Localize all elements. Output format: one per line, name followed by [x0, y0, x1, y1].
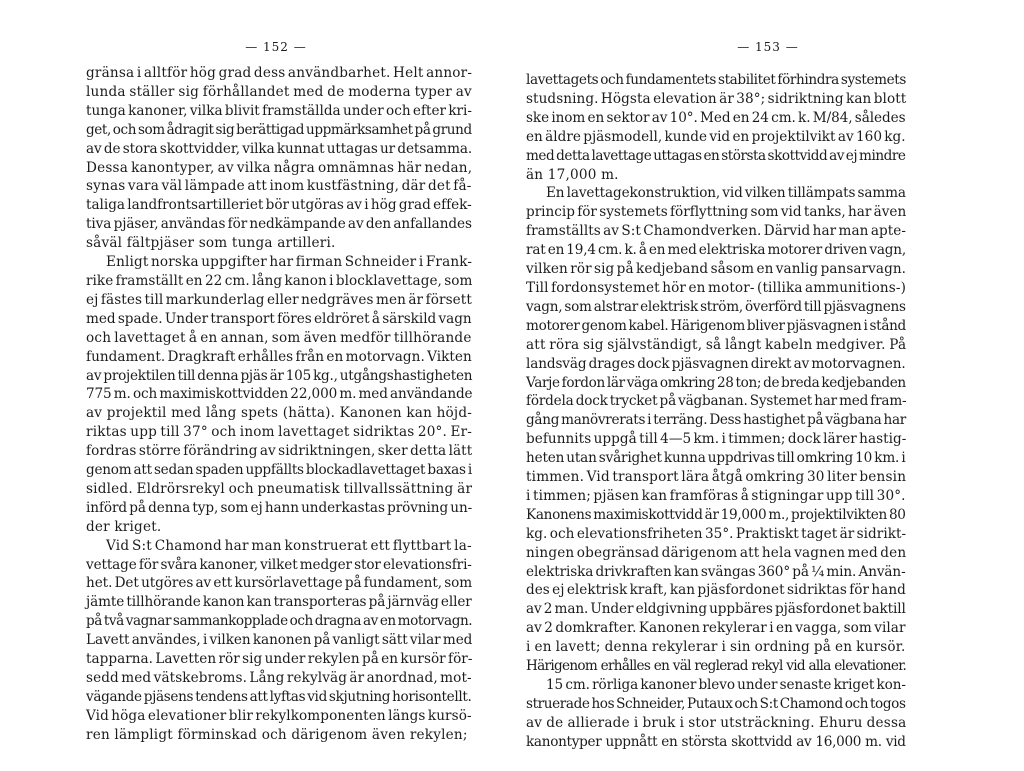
- text-line: vägande pjäsens tendens att lyftas vid skjutning horisontellt.: [86, 688, 472, 705]
- text-line: ske inom en sektor av 10°. Med en 24 cm. k. M/84, således: [526, 109, 906, 126]
- text-line: tiva pjäser, användas för nedkämpande av den anfallandes: [86, 216, 472, 233]
- text-line: en äldre pjäsmodell, kunde vid en projektilvikt av 160 kg.: [526, 128, 906, 145]
- text-line: rat en 19,4 cm. k. å en med elektriska motorer driven vagn,: [526, 242, 907, 259]
- text-line: såväl fältpjäser som tunga artilleri.: [86, 235, 336, 252]
- text-line: lunda ställer sig förhållandet med de moderna typer av: [86, 83, 472, 100]
- text-line: jämte tillhörande kanon kan transporteras på järnväg eller: [86, 594, 472, 611]
- text-line: heten utan svårighet kunna uppdrivas till omkring 10 km. i: [526, 450, 906, 467]
- text-line: kg. och elevationsfriheten 35°. Praktiskt taget är sidrikt-: [526, 525, 907, 542]
- text-line: Härigenom erhålles en väl reglerad rekyl vid alla elevationer.: [526, 658, 907, 675]
- text-line: vettage för svåra kanoner, vilket medger stor elevationsfri-: [86, 556, 472, 573]
- text-line: fordras större förändring av sidriktningen, sker detta lätt: [86, 443, 473, 460]
- text-line: Enligt norska uppgifter har firman Schneider i Frank-: [106, 254, 473, 271]
- text-line: landsväg drages dock pjäsvagnen direkt av motorvagnen.: [526, 355, 906, 372]
- text-line: En lavettagekonstruktion, vid vilken tillämpats samma: [546, 185, 906, 202]
- text-line: av de stora skottvidder, vilka kunnat uttagas ur detsamma.: [86, 140, 473, 157]
- text-line: het. Det utgöres av ett kursörlavettage på fundament, som: [86, 575, 473, 592]
- text-line: sidled. Eldrörsrekyl och pneumatisk tillvallssättning är: [86, 480, 473, 497]
- page-number-right: — 153 —: [737, 40, 799, 54]
- text-line: ej fästes till markunderlag eller nedgräves men är försett: [86, 291, 472, 308]
- text-line: införd på denna typ, som ej hann underkastas prövning un-: [86, 499, 473, 516]
- text-line: kanontyper uppnått en största skottvidd av 16,000 m. vid: [526, 733, 906, 750]
- text-line: att röra sig självständigt, så långt kabeln medgiver. På: [526, 336, 907, 353]
- text-line: 775 m. och maximiskottvidden 22,000 m. med användande: [86, 386, 473, 403]
- text-line: av de allierade i bruk i stor utsträckning. Ehuru dessa: [526, 714, 907, 731]
- text-line: 15 cm. rörliga kanoner blevo under senaste kriget kon-: [546, 677, 906, 693]
- text-line: Lavett användes, i vilken kanonen på vanligt sätt vilar med: [86, 632, 473, 649]
- text-line: taliga landfrontsartilleriet bör utgöras av i hög grad effek-: [86, 197, 472, 214]
- text-line: av projektilen till denna pjäs är 105 kg., utgångshastigheten: [86, 367, 473, 384]
- text-line: Vid höga elevationer blir rekylkomponenten längs kursö-: [86, 707, 472, 724]
- text-line: av 2 man. Under eldgivning uppbäres pjäsfordonet baktill: [526, 601, 906, 618]
- text-line: synas vara väl lämpade att inom kustfästning, där det få-: [86, 178, 472, 195]
- text-line: rike framställt en 22 cm. lång kanon i blocklavettage, som: [86, 272, 473, 289]
- text-line: Kanonens maximiskottvidd är 19,000 m., projektilvikten 80: [526, 506, 906, 523]
- text-line: des ej elektrisk kraft, kan pjäsfordonet sidriktas för hand: [526, 582, 906, 599]
- text-line: med detta lavettage uttagas en största skottvidd av ej mindre: [526, 147, 906, 164]
- text-line: vilken rör sig på kedjeband såsom en vanlig pansarvagn.: [526, 261, 907, 278]
- text-line: vagn, som alstrar elektrisk ström, överförd till pjäsvagnens: [526, 298, 906, 315]
- right-page: [512, 0, 1024, 771]
- text-line: i timmen; pjäsen kan framföras å stigningar upp till 30°.: [526, 487, 906, 504]
- text-line: Till fordonsystemet hör en motor- (tillika ammunitions-): [526, 279, 907, 296]
- text-line: gränsa i alltför hög grad dess användbarhet. Helt annor-: [86, 65, 473, 81]
- text-line: av projektil med lång spets (hätta). Kanonen kan höjd-: [86, 405, 473, 422]
- text-line: princip för systemets förflyttning som vid tanks, har även: [526, 204, 907, 221]
- text-line: och lavettaget å en annan, som även medför tillhörande: [86, 329, 472, 346]
- text-line: der kriget.: [86, 518, 162, 535]
- text-line: timmen. Vid transport lära åtgå omkring 30 liter bensin: [526, 469, 907, 486]
- text-line: av 2 domkrafter. Kanonen rekylerar i en vagga, som vilar: [526, 620, 906, 637]
- text-line: med spade. Under transport föres eldröret å särskild vagn: [86, 310, 472, 327]
- text-line: Vid S:t Chamond har man konstruerat ett flyttbart la-: [106, 537, 472, 554]
- right-text-column: [526, 71, 906, 752]
- text-line: Varje fordon lär väga omkring 28 ton; de breda kedjebanden: [526, 374, 906, 391]
- text-line: get, och som ådragit sig berättigad uppmärksamhet på grund: [86, 121, 472, 138]
- text-line: Dessa kanontyper, av vilka några omnämnas här nedan,: [86, 159, 473, 176]
- text-line: i en lavett; denna rekylerar i sin ordning på en kursör.: [526, 639, 906, 656]
- text-line: riktas upp till 37° och inom lavettaget sidriktas 20°. Er-: [86, 424, 473, 441]
- text-line: framställts av S:t Chamondverken. Därvid har man apte-: [526, 223, 907, 240]
- text-line: motorer genom kabel. Härigenom bliver pjäsvagnen i stånd: [526, 317, 906, 334]
- text-line: befunnits uppgå till 4—5 km. i timmen; dock lärer hastig-: [526, 431, 907, 448]
- text-line: fördela dock trycket på vägbanan. Systemet har med fram-: [526, 393, 907, 410]
- text-line: elektriska drivkraften kan svängas 360° på ¼ min. Använ-: [526, 563, 906, 580]
- page-number-left: — 152 —: [245, 40, 307, 54]
- text-line: lavettagets och fundamentets stabilitet förhindra systemets: [526, 72, 906, 88]
- text-line: än 17,000 m.: [526, 166, 619, 183]
- text-line: fundament. Dragkraft erhålles från en motorvagn. Vikten: [86, 348, 472, 365]
- text-line: gång manövrerats i terräng. Dess hastighet på vägbana har: [526, 412, 906, 429]
- text-line: struerade hos Schneider, Putaux och S:t Chamond och togos: [526, 695, 906, 712]
- text-line: på två vagnar sammankopplade och dragna av en motorvagn.: [86, 613, 473, 630]
- text-line: studsning. Högsta elevation är 38°; sidriktning kan blott: [526, 90, 907, 107]
- text-line: tunga kanoner, vilka blivit framställda under och efter kri-: [86, 102, 472, 119]
- text-line: ningen obegränsad därigenom att hela vagnen med den: [526, 544, 907, 561]
- text-line: sedd med vätskebroms. Lång rekylväg är anordnad, mot-: [86, 670, 472, 686]
- text-line: tapparna. Lavetten rör sig under rekylen på en kursör för-: [86, 651, 473, 668]
- left-text-column: [86, 64, 472, 745]
- text-line: ren lämpligt förminskad och därigenom även rekylen;: [86, 726, 468, 743]
- text-line: genom att sedan spaden uppfällts blockadlavettaget baxas i: [86, 462, 472, 479]
